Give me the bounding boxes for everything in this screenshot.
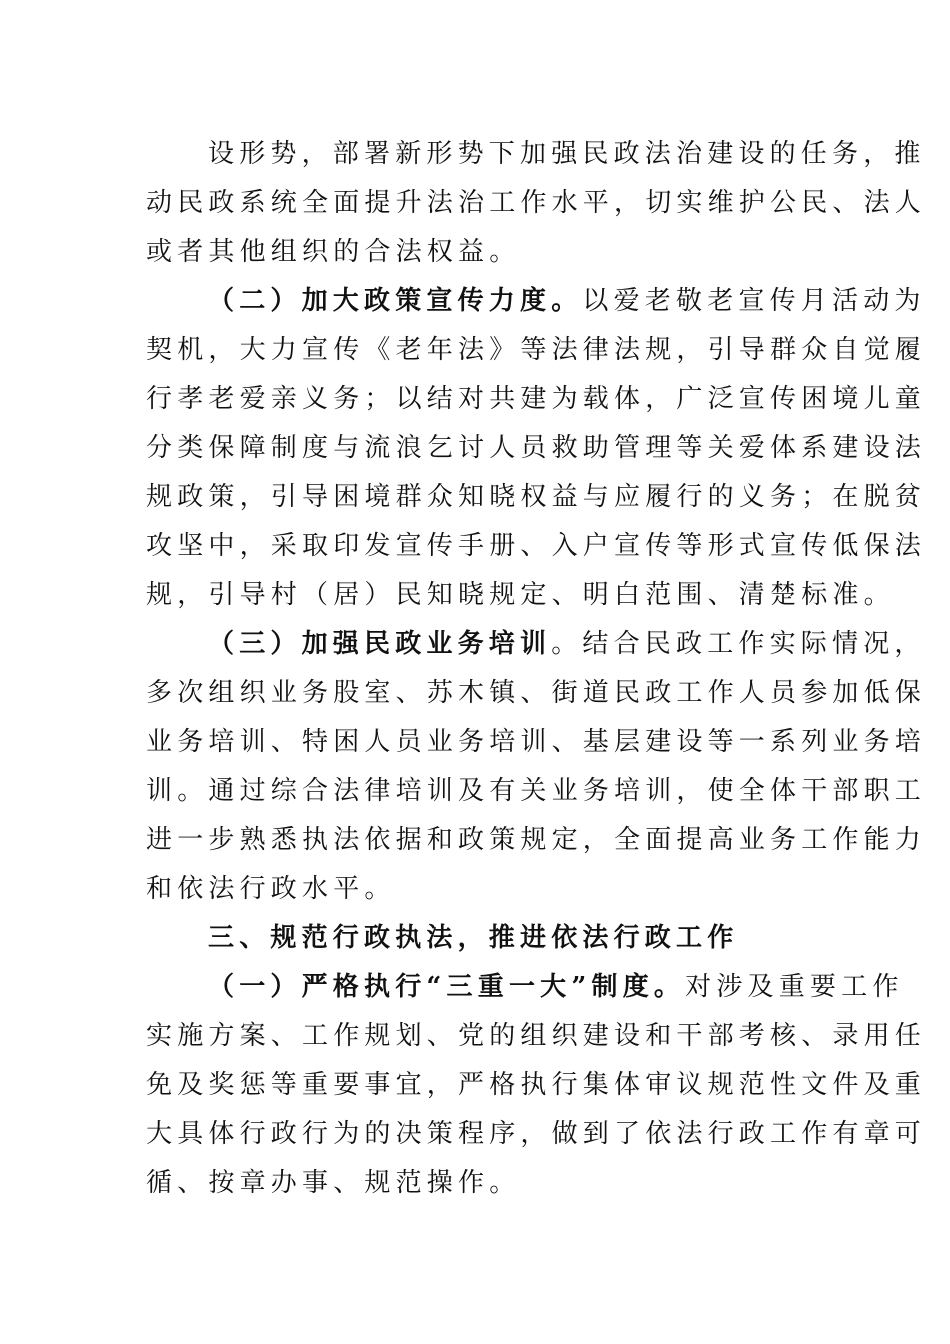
text-line: 免及奖惩等重要事宜，严格执行集体审议规范性文件及重 (146, 1070, 927, 1100)
text-line: 契机，大力宣传《老年法》等法律法规，引导群众自觉履 (146, 335, 927, 365)
text-line: 和依法行政水平。 (146, 874, 396, 904)
paragraph-policy-publicity (146, 277, 927, 620)
paragraph-first-line-text: 。结合民政工作实际情况， (551, 629, 926, 659)
text-line: 攻坚中，采取印发宣传手册、入户宣传等形式宣传低保法 (146, 531, 927, 561)
text-line: 训。通过综合法律培训及有关业务培训，使全体干部职工 (146, 776, 927, 806)
paragraph-first-line (146, 620, 926, 669)
text-line: 行孝老爱亲义务；以结对共建为载体，广泛宣传困境儿童 (146, 384, 927, 414)
text-line: 设形势，部署新形势下加强民政法治建设的任务，推 (208, 139, 926, 169)
paragraph-first-line (146, 963, 904, 1012)
paragraph-heading: （一）严格执行“三重一大”制度。 (208, 972, 686, 1002)
text-line: 大具体行政行为的决策程序，做到了依法行政工作有章可 (146, 1119, 927, 1149)
paragraph-continuation (146, 130, 927, 277)
text-line: 分类保障制度与流浪乞讨人员救助管理等关爱体系建设法 (146, 433, 927, 463)
text-line: 多次组织业务股室、苏木镇、街道民政工作人员参加低保 (146, 678, 927, 708)
text-line: 或者其他组织的合法权益。 (146, 237, 521, 267)
paragraph-first-line-text: 对涉及重要工作 (685, 972, 904, 1002)
text-line: 实施方案、工作规划、党的组织建设和干部考核、录用任 (146, 1021, 927, 1051)
paragraph-first-line (146, 277, 926, 326)
text-line: 规，引导村（居）民知晓规定、明白范围、清楚标准。 (146, 580, 895, 610)
paragraph-heading: （三）加强民政业务培训 (208, 629, 552, 659)
text-line: 动民政系统全面提升法治工作水平，切实维护公民、法人 (146, 188, 927, 218)
paragraph-heading: （二）加大政策宣传力度。 (208, 286, 583, 316)
text-line: 循、按章办事、规范操作。 (146, 1168, 521, 1198)
paragraph-three-important-one-big (146, 963, 927, 1208)
text-line: 业务培训、特困人员业务培训、基层建设等一系列业务培 (146, 727, 927, 757)
text-line: 进一步熟悉执法依据和政策规定，全面提高业务工作能力 (146, 825, 927, 855)
text-line: 规政策，引导困境群众知晓权益与应履行的义务；在脱贫 (146, 482, 927, 512)
section-title: 三、规范行政执法，推进依法行政工作 (208, 923, 739, 953)
paragraph-business-training (146, 620, 927, 914)
paragraph-first-line-text: 以爱老敬老宣传月活动为 (582, 286, 926, 316)
